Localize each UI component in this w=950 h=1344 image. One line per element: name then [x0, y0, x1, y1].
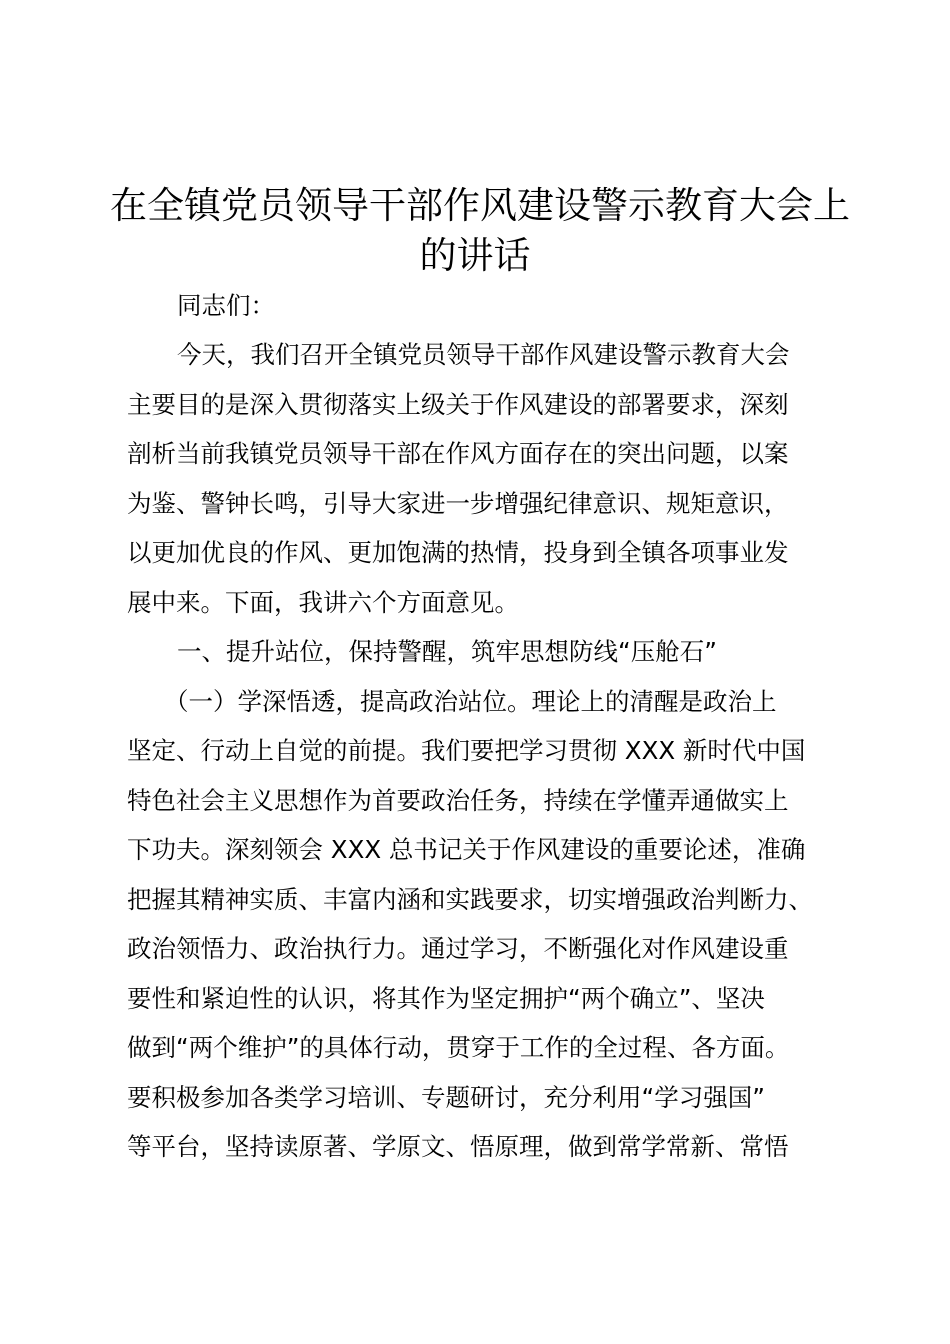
- salutation: 同志们：: [177, 291, 275, 320]
- body-line: 主要目的是深入贯彻落实上级关于作风建设的部署要求，深刻: [127, 390, 789, 419]
- body-line: 今天，我们召开全镇党员领导干部作风建设警示教育大会: [177, 340, 790, 369]
- body-line: 要积极参加各类学习培训、专题研讨，充分利用“学习强国”: [127, 1083, 765, 1112]
- body-line: 为鉴、警钟长鸣，引导大家进一步增强纪律意识、规矩意识，: [127, 489, 789, 518]
- section-heading: 一、提升站位，保持警醒，筑牢思想防线“压舱石”: [177, 637, 717, 666]
- body-line: 把握其精神实质、丰富内涵和实践要求，切实增强政治判断力、: [127, 885, 813, 914]
- body-line: 下功夫。深刻领会 XXX 总书记关于作风建设的重要论述，准确: [127, 835, 806, 864]
- body-line: 以更加优良的作风、更加饱满的热情，投身到全镇各项事业发: [127, 538, 789, 567]
- body-line: 做到“两个维护”的具体行动，贯穿于工作的全过程、各方面。: [127, 1033, 790, 1062]
- body-line: 政治领悟力、政治执行力。通过学习，不断强化对作风建设重: [127, 934, 789, 963]
- body-line: 坚定、行动上自觉的前提。我们要把学习贯彻 XXX 新时代中国: [127, 736, 806, 765]
- body-line: 要性和紧迫性的认识，将其作为坚定拥护“两个确立”、坚决: [127, 984, 765, 1013]
- body-line: 剖析当前我镇党员领导干部在作风方面存在的突出问题，以案: [127, 439, 789, 468]
- body-line: 展中来。下面，我讲六个方面意见。: [127, 588, 519, 617]
- body-line: （一）学深悟透，提高政治站位。理论上的清醒是政治上: [164, 687, 777, 716]
- body-line: 特色社会主义思想作为首要政治任务，持续在学懂弄通做实上: [127, 786, 789, 815]
- body-line: 等平台，坚持读原著、学原文、悟原理，做到常学常新、常悟: [127, 1132, 789, 1161]
- document-title-line-2: 的讲话: [419, 234, 531, 277]
- document-title-line-1: 在全镇党员领导干部作风建设警示教育大会上: [110, 184, 850, 227]
